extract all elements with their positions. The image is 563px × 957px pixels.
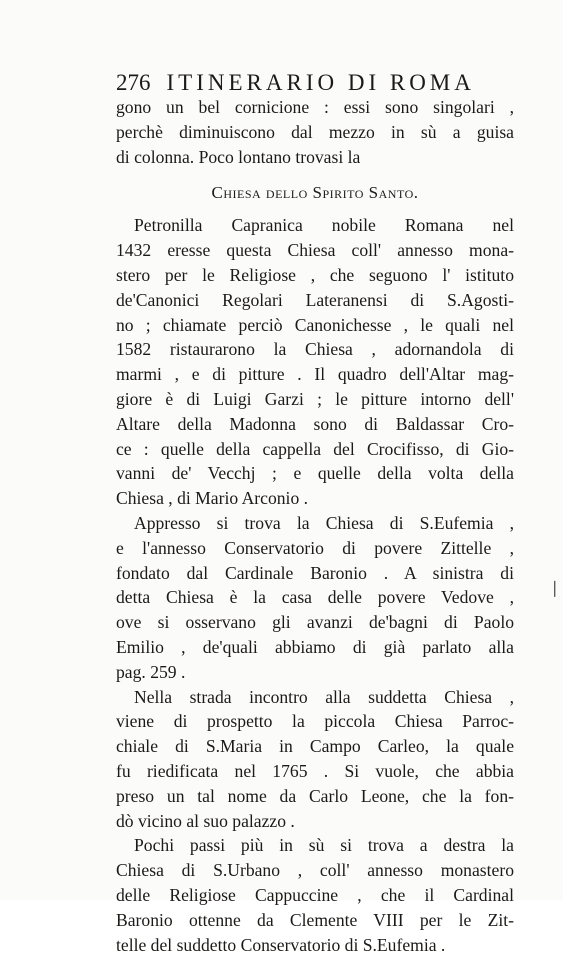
text-line: ove si osservano gli avanzi de'bagni di Paolo	[116, 610, 514, 635]
text-line: Nella strada incontro alla suddetta Chiesa ,	[116, 685, 514, 710]
text-line: vanni de' Vecchj ; e quelle della volta della	[116, 461, 514, 486]
text-line: Appresso si trova la Chiesa di S.Eufemia ,	[116, 511, 514, 536]
text-line: no ; chiamate perciò Canonichesse , le quali nel	[116, 313, 514, 338]
text-line: fondato dal Cardinale Baronio . A sinistra di	[116, 561, 514, 586]
text-line: de'Canonici Regolari Lateranensi di S.Agosti-	[116, 288, 514, 313]
text-line: delle Religiose Cappuccine , che il Cardinal	[116, 883, 514, 908]
paragraphs	[116, 213, 514, 957]
paragraph	[116, 511, 514, 685]
text-line: Chiesa di S.Urbano , coll' annesso monastero	[116, 858, 514, 883]
running-title: ITINERARIO DI ROMA	[167, 70, 475, 96]
text-line: chiale di S.Maria in Campo Carleo, la quale	[116, 734, 514, 759]
text-line: 1432 eresse questa Chiesa coll' annesso mona-	[116, 238, 514, 263]
paragraph	[116, 833, 514, 957]
text-line: perchè diminuiscono dal mezzo in sù a guisa	[116, 120, 514, 145]
body-text	[116, 95, 514, 957]
text-line: 1582 ristaurarono la Chiesa , adornandola di	[116, 337, 514, 362]
text-line: stero per le Religiose , che seguono l' istituto	[116, 263, 514, 288]
margin-mark: ❘	[548, 578, 561, 598]
text-line: gono un bel cornicione : essi sono singolari ,	[116, 95, 514, 120]
text-line: Emilio , de'quali abbiamo di già parlato alla	[116, 635, 514, 660]
text-line: Petronilla Capranica nobile Romana nel	[116, 213, 514, 238]
text-line: dò vicino al suo palazzo .	[116, 809, 514, 834]
text-line: pag. 259 .	[116, 660, 514, 685]
paragraph	[116, 213, 514, 511]
section-heading	[116, 173, 514, 213]
text-line: Chiesa , di Mario Arconio .	[116, 486, 514, 511]
page-number: 276	[116, 70, 151, 96]
text-line: giore è di Luigi Garzi ; le pitture intorno dell'	[116, 387, 514, 412]
text-line: viene di prospetto la piccola Chiesa Parroc-	[116, 709, 514, 734]
text-line: di colonna. Poco lontano trovasi la	[116, 145, 514, 170]
text-line: preso un tal nome da Carlo Leone, che la fon-	[116, 784, 514, 809]
text-line: Pochi passi più in sù si trova a destra la	[116, 833, 514, 858]
text-line: detta Chiesa è la casa delle povere Vedove ,	[116, 585, 514, 610]
paragraph	[116, 685, 514, 834]
text-line: Altare della Madonna sono di Baldassar Cro-	[116, 412, 514, 437]
text-line: ce : quelle della cappella del Crocifisso, di Gio-	[116, 437, 514, 462]
text-line: Baronio ottenne da Clemente VIII per le Zit-	[116, 908, 514, 933]
text-line: fu riedificata nel 1765 . Si vuole, che abbia	[116, 759, 514, 784]
section-heading-text: Chiesa dello Spirito Santo.	[212, 183, 419, 202]
text-line: marmi , e di pitture . Il quadro dell'Altar mag-	[116, 362, 514, 387]
text-line: e l'annesso Conservatorio di povere Zittelle ,	[116, 536, 514, 561]
text-line: telle del suddetto Conservatorio di S.Eufemia .	[116, 933, 514, 957]
